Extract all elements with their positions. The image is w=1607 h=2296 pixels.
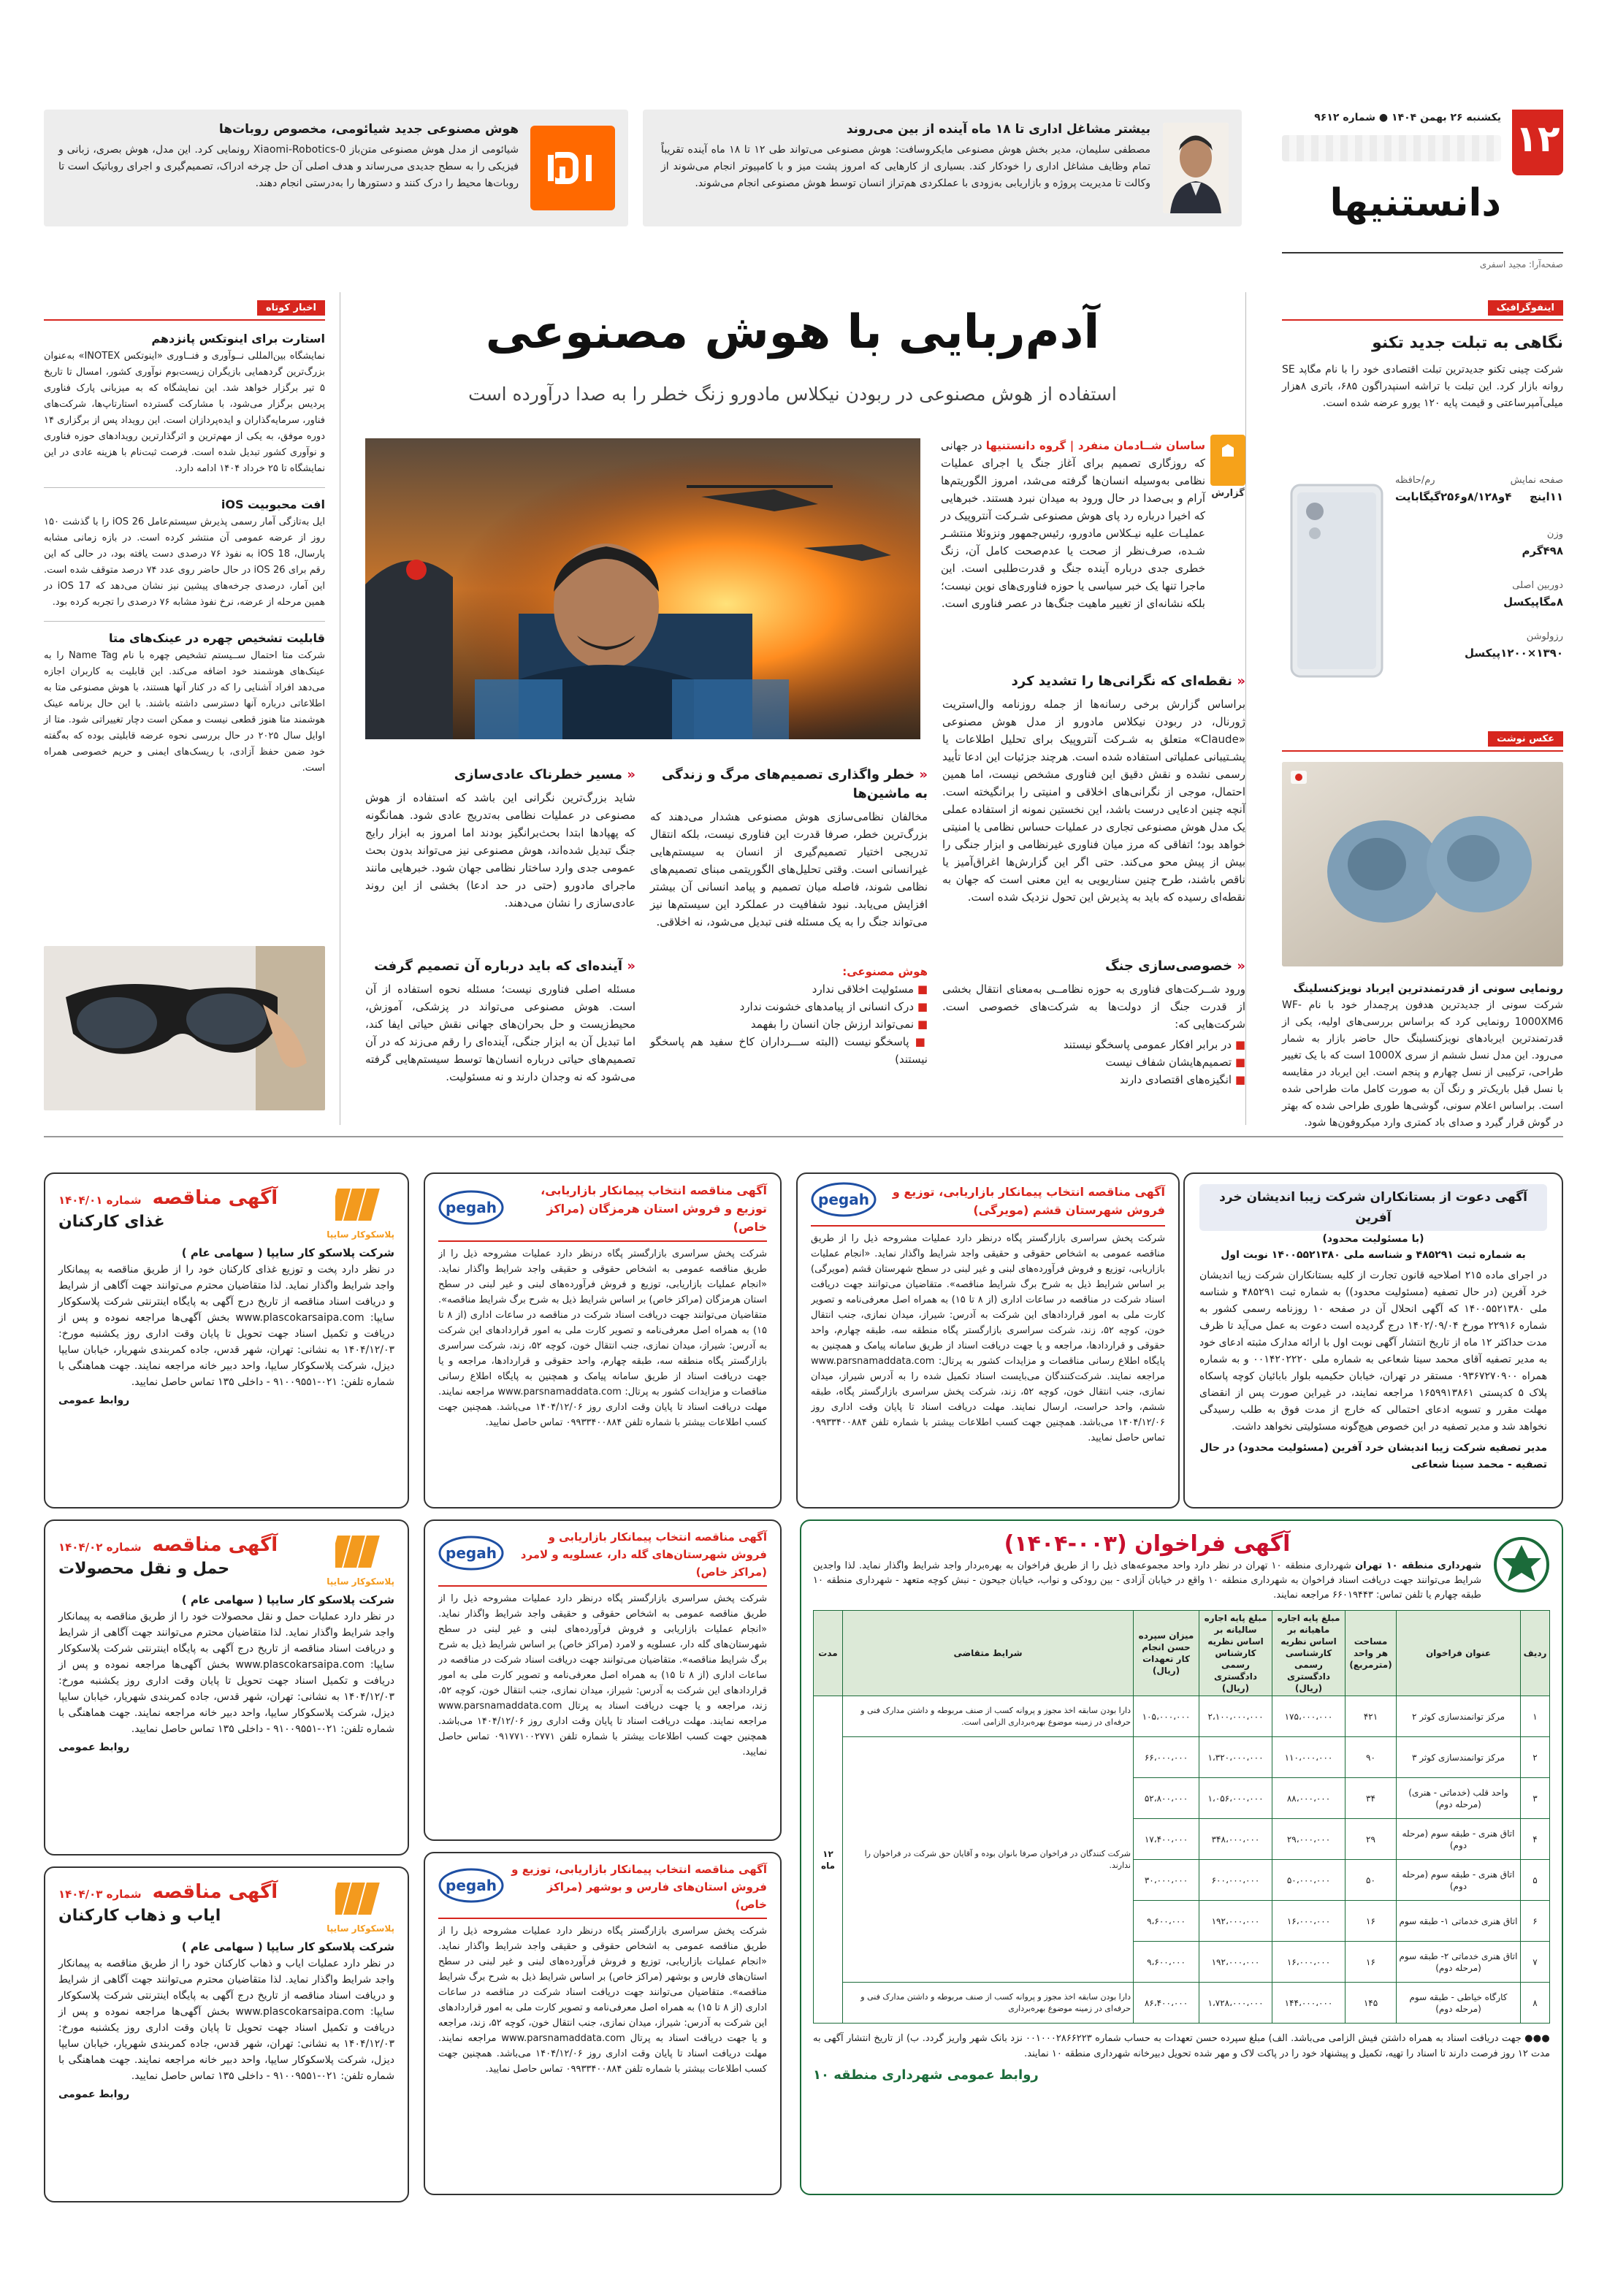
spec-value: ۱۳۹۰×۱۲۰۰پیکسل xyxy=(1465,647,1563,660)
page-editor: صفحه‌آرا: مجید اسفری xyxy=(1479,259,1563,270)
story-lead: در جهانی که روز‌گاری تصمیم برای آغاز جنگ یا اجرای عملیات نظامی به‌وسیله انسان‌ها گرفته می‌شد، امروز الگوریتم‌ها آرام و بی‌صدا در حال ورود به میدان نبرد هستند. خبرهایی که اخیرا درباره رد پای هوش مصنوعی شـرکت آنتروپیک در عملیـات علیه نیـکلاس مادورو، رئیس‌جمهور ونزوئلا منتشـر شـده، صرف‌نظر از صحت یا عدم‌صحت کامل آن، زنگ خطری جدی درباره آینده جنگ و قدرت‌طلبی است. این ماجرا تنها یک خبر سیاسی یا حوزه فناوری‌های نوین نیست؛ بلکه نشانه‌ای از تغییر ماهیت جنگ‌ها در عصر فناوری است. xyxy=(941,439,1205,610)
news-body: شرکت متا احتمال ســیستم تشخیص چهره با نام Name Tag را به عینک‌های هوشمند خود اضافه می‌کند. این قابلیت به کاربران اجازه می‌دهد افراد آشنایی را که در کنار آنها هستند، با هوش مصنوعی متا به اطلاعاتی درباره آنها دسترسی داشته باشند. با این حال برنامه عینک هوشمند متا هنوز قطعی نیست و ممکن است دچار تغییراتی شود. متا از اوایل سال ۲۰۲۵ در حال بررسی نحوه عرضه قابلیتی بوده که به‌گفته خود ضمن حفظ آزادی، با ریسک‌های ایمنی و حریم خصوصی همراه است. xyxy=(44,650,325,774)
tender-footer: روابط عمومی xyxy=(58,1395,130,1406)
invitation-ad xyxy=(1183,1172,1563,1509)
report-kicker-label: گزارش xyxy=(1211,488,1245,499)
municipality-title: آگهی فراخوان (۰۰۳-۱۴۰۴) xyxy=(1004,1531,1291,1557)
section-head: آینده‌ای که باید درباره آن تصمیم گرفت xyxy=(374,958,623,974)
table-row: ۷ اتاق هنری خدماتی ۲- طبقه سوم (مرحله دوم) ۱۶ ۱۶،۰۰۰،۰۰۰ ۱۹۲،۰۰۰،۰۰۰ ۹،۶۰۰،۰۰۰ xyxy=(814,1942,1550,1983)
tender-subject: غذای کارکنان xyxy=(58,1213,165,1231)
invitation-signature: مدیر تصفیه شرکت زیبا اندیشان خرد آفرین (مسئولیت محدود) در حال تصفیه - محمد سینا شعاعی xyxy=(1199,1442,1547,1471)
earbuds-photo xyxy=(1282,762,1563,966)
short-news-tag: اخبار کوتاه xyxy=(257,300,325,316)
spec-value: ۱۱اینچ xyxy=(1529,490,1563,503)
story-byline: ساسان شــادمان منفرد | گروه دانستنیها xyxy=(985,439,1205,452)
section-head: مسیر خطرناک عادی‌سازی xyxy=(454,767,623,782)
photo-news-column xyxy=(1282,731,1563,1132)
plasco-logo xyxy=(327,1530,394,1587)
plasco-logo-text: پلاسکوکار سایپا xyxy=(327,1229,394,1240)
infographic-specs xyxy=(1395,473,1563,662)
col-header: میزان سپرده حسن انجام کار تعهدات (ریال) xyxy=(1134,1611,1199,1696)
municipality-ad xyxy=(800,1519,1563,2195)
pegah-body: شرکت پخش سراسری بازارگستر پگاه درنظر دارد عملیات مشروحه ذیل را از طریق مناقصه عمومی به اشخاص حقوقی و حقیقی واجد شرایط واگذار نماید. «انجام عملیات بازاریابی، توزیع و فروش فرآورده‌های لبنی و غیر لبنی در سطح شهرستان قشم (مویرگی) بر اساس شرایط ذیل به شرح برگ شرایط مناقصه». متقاضیان می‌توانند جهت دریافت اسناد شرکت در مناقصه در ساعات اداری (از ۸ تا ۱۵) به همراه اصل معرفی‌نامه و تصویر کارت ملی به امور قراردادهای این شرکت به آدرس: شیراز، میدان نمازی، جنب انتقال خون، کوچه ۵۲، زند، شرکت سراسری بازارگستر پگاه منطقه سه، طبقه چهارم، واحد حقوقی و قراردادها، مراجعه و یا جهت دریافت اسناد از طریق سامانه پیامک و همچنین به پایگاه اطلاع رسانی مناقصات و مزایدات کشور به پرتال: www.parsnamaddata.com مراجعه نمایند. شرکت‌کنندگان می‌بایست اسناد تکمیل شده را به آدرس شیراز، میدان نمازی، جنب انتقال خون، کوچه ۵۲، زند، شرکت پخش سراسری بازارگستر پگاه، طبقه ششم، واحد حراست، ارسال نمایند. مهلت دریافت اسناد تا پایان وقت اداری روز ۱۴۰۴/۱۲/۰۶ می‌باشد. همچنین جهت کسب اطلاعات بیشتر با شماره تلفن ۰۹۹۳۳۴۰۰۸۸۴ تماس حاصل نمایید. xyxy=(811,1233,1165,1443)
section-title: دانستنیها xyxy=(1329,181,1501,225)
tender-footer: روابط عمومی xyxy=(58,2089,130,2100)
tender-body: در نظر دارد عملیات حمل و نقل محصولات خود را از طریق مناقصه به پیمانکار واجد شرایط واگذار نماید. لذا متقاضیان محترم می‌توانند جهت آگاهی از شرایط و دریافت اسناد مناقصه از تاریخ درج آگهی به پایگاه اینترنتی شرکت پلاسکوکار سایپا: www.plascokarsaipa.com بخش آگهی‌ها مراجعه نموده و پس از دریافت و تکمیل اسناد جهت تحویل تا پایان وقت اداری روز یکشنبه مورخ: ۱۴۰۴/۱۲/۰۳ به نشانی: تهران، شهر قدس، جاده کمربندی شهریار، خیابان سایپا دیزل، شرکت پلاسکوکار سایپا، واحد دبیر خانه مراجعه نمایند. جهت هماهنگی با شماره تلفن: ۰۲۱-۹۱۰۰۹۵۵۱ - داخلی ۱۳۵ تماس حاصل نمایید. xyxy=(58,1611,394,1735)
photo-caption: شرکت سونی از جدیدترین هدفون پرچمدار خود با نام WF-1000XM6 رونمایی کرد که براساس بررسی‌های اولیه، یکی از قدرتمندترین ایربادهای نویزکنسلینگ حال حاضر بازار به شمار می‌رود. این مدل نسل ششم از سری 1000X است که با یک تغییر طراحی، ترکیبی از نسل چهارم و پنجم است. این ایرباد در مقایسه با نسل قبل باریک‌تر و رنگ آن به صورت کامل مات طراحی شده است. براساس اعلام سونی، گوشی‌ها طوری طراحی شده که بهتر در گوش قرار گیرد و صدای باد کمتری وارد میکروفون‌ها شود. xyxy=(1282,999,1564,1129)
tender-number: شماره ۱۴۰۴/۰۲ xyxy=(58,1541,142,1554)
tender-company: شرکت پلاسکو کار سایپا ( سهامی عام ) xyxy=(181,1593,394,1606)
pegah-body: شرکت پخش سراسری بازارگستر پگاه درنظر دارد عملیات مشروحه ذیل را از طریق مناقصه عمومی به اشخاص حقوقی و حقیقی واجد شرایط واگذار نماید. «انجام عملیات بازاریابی، توزیع و فروش فرآورده‌های لبنی و غیر لبنی در سطح استان هرمزگان (مراکز خاص) بر اساس شرایط ذیل به شرح برگ شرایط مناقصه». متقاضیان می‌توانند جهت دریافت اسناد شرکت در مناقصه در ساعات اداری (از ۸ تا ۱۵) به همراه اصل معرفی‌نامه و تصویر کارت ملی به امور قراردادهای این شرکت به آدرس: شیراز، میدان نمازی، جنب انتقال خون، کوچه ۵۲، زند، شرکت سراسری بازارگستر پگاه منطقه سه، طبقه چهارم، واحد حقوقی و قراردادها، مراجعه و یا جهت دریافت اسناد از طریق سامانه پیامک و همچنین به پایگاه اطلاع رسانی مناقصات و مزایدات کشور به پرتال: www.parsnamaddata.com مراجعه نمایند. مهلت دریافت اسناد تا پایان وقت اداری روز ۱۴۰۴/۱۲/۰۶ می‌باشد. همچنین جهت کسب اطلاعات بیشتر با شماره تلفن ۰۹۹۳۳۴۰۰۸۸۴ تماس حاصل نمایید. xyxy=(438,1248,767,1428)
spec-value: ۴و۸/۱۲۸و۲۵۶گیگابایت xyxy=(1395,490,1512,503)
table-row: ۸ کارگاه خیاطی - طبقه سوم (مرحله دوم) ۱۴۵ ۱۴۴،۰۰۰،۰۰۰ ۱،۷۲۸،۰۰۰،۰۰۰ ۸۶،۴۰۰،۰۰۰ دارا بودن سابقه اخذ مجوز و پروانه کسب از صنف مربوطه و داشتن مدارک فنی و حرفه‌ای در زمینه موضوع بهره‌برداری xyxy=(814,1983,1550,2024)
col-header: مساحت هر واحد (مترمربع) xyxy=(1345,1611,1397,1696)
tender-heading: آگهی مناقصه xyxy=(152,1534,278,1556)
teaser-body: مصطفی سلیمان، مدیر بخش هوش مصنوعی مایکروسافت: هوش مصنوعی می‌تواند طی ۱۲ تا ۱۸ ماه آینده تقریباً تمام وظایف مشاغل اداری را خودکار کند. بسیاری از کارهایی که امروز پشت میز و با کامپیوتر انجام می‌شوند از وکالت تا مدیریت پروژه و بازاریابی به‌زودی با عملکردی هم‌تراز انسان توسط هوش مصنوعی انجام می‌شوند. xyxy=(661,144,1151,189)
tender-ad-3 xyxy=(44,1866,409,2202)
news-title: قابلیت تشخیص چهره در عینک‌های متا xyxy=(108,631,325,645)
table-row: ۳ واحد قلب (خدماتی - هنری) (مرحله دوم) ۳۴ ۸۸،۰۰۰،۰۰۰ ۱،۰۵۶،۰۰۰،۰۰۰ ۵۲،۸۰۰،۰۰۰ xyxy=(814,1778,1550,1819)
spec-label: رزولوشن xyxy=(1526,631,1563,642)
arrow-icon: « xyxy=(1237,674,1245,689)
photo-caption-title: رونمایی سونی از قدرتمندترین ایرباد نویزکنسلینگ xyxy=(1293,982,1563,995)
section-body: شاید بزرگ‌ترین نگرانی این باشد که استفاده از هوش مصنوعی در عملیات نظامی به‌تدریج عادی شود. همانگونه که پهپادها ابتدا بحث‌برانگیز بودند اما امروز به ابزار رایج جنگ تبدیل شده‌اند، هوش مصنوعی نیز می‌تواند بدون بحث عمومی جدی وارد ساختار نظامی جهان شود. خبرهایی مانند ماجرای مادورو (حتی در حد ادعا) بخشی از این روند عادی‌سازی را نشان می‌دهند. xyxy=(365,791,635,909)
tender-ad-2 xyxy=(44,1519,409,1856)
smart-glasses-photo xyxy=(44,946,325,1110)
news-title: استارت برای اینوتکس پانزدهم xyxy=(151,332,325,346)
table-header-row xyxy=(814,1611,1550,1696)
municipality-notes: ●●● جهت دریافت اسناد به همراه داشتن فیش الزامی می‌باشد. الف) مبلغ سپرده حسن تعهدات به حساب شماره ۰۰۱۰۰۰۲۸۶۶۲۲۳ نزد بانک شهر واریز گردد. ب) از تاریخ انتشار آگهی به مدت ۱۲ روز فرصت دارند تا اسناد را تهیه، تکمیل و پیشنهاد خود را در پاکت لاک و مهر شده تحویل دبیرخانه شهرداری منطقه ۱۰ نمایند. xyxy=(813,2033,1551,2059)
table-row: ۵ اتاق هنری - طبقه سوم (مرحله دوم) ۵۰ ۵۰،۰۰۰،۰۰۰ ۶۰۰،۰۰۰،۰۰۰ ۳۰،۰۰۰،۰۰۰ xyxy=(814,1860,1550,1901)
table-row: ۱ مرکز توانمندسازی کوثر ۲ ۴۲۱ ۱۷۵،۰۰۰،۰۰۰ ۲،۱۰۰،۰۰۰،۰۰۰ ۱۰۵،۰۰۰،۰۰۰ دارا بودن سابقه اخذ مجوز و پروانه کسب از صنف مربوطه و داشتن مدارک فنی و حرفه‌ای در زمینه موضوع بهره‌برداری الزامی است. ۱۲ ماه xyxy=(814,1696,1550,1737)
tender-subject: حمل و نقل محصولات xyxy=(58,1560,230,1578)
teaser-title: هوش مصنوعی جدید شیائومی، مخصوص روبات‌ها xyxy=(218,122,519,137)
pegah-logo-icon xyxy=(438,1535,504,1574)
table-row: ۴ اتاق هنری - طبقه سوم (مرحله دوم) ۲۹ ۲۹،۰۰۰،۰۰۰ ۳۴۸،۰۰۰،۰۰۰ ۱۷،۴۰۰،۰۰۰ xyxy=(814,1819,1550,1860)
tender-footer: روابط عمومی xyxy=(58,1742,130,1753)
svg-text:pegah: pegah xyxy=(446,1544,497,1562)
plasco-logo xyxy=(327,1183,394,1240)
tender-heading: آگهی مناقصه xyxy=(152,1187,278,1209)
tender-ad-1 xyxy=(44,1172,409,1509)
report-kicker xyxy=(1210,435,1245,486)
arrow-icon: « xyxy=(627,767,635,782)
arrow-icon: « xyxy=(919,767,928,782)
infographic-column xyxy=(1282,300,1563,412)
section-body: براساس گزارش برخی رسانه‌ها از جمله روزنامه وال‌استریت ژورنال، در ربودن نیکلاس مادورو از مدل هوش مصنوعی «Claude» متعلق به شـرکت آنتروپیک برای تحلیل اطلاعات یا پشـتیبانی عملیاتی استفاده شده است. هرچند جزئیات این ادعا تأیید رسمی نشده و نقش دقیق این فناوری مشخص نیست، اما همین احتمال، موجی از نگرانی‌های اخلاقی و امنیتی را برانگیخته است. آنچه چنین ادعایی درست باشد، این نخستین نمونه از استفاده عملی یک مدل هوش مصنوعی تجاری در عملیات حساس نظامی یا امنیتی خواهد بود؛ اتفاقی که مرز میان فناوری غیرنظامی و ابزار جنگی را بیش از پیش محو می‌کند. حتی اگر این گزارش‌ها اغراق‌آمیز یا ناقص باشند، طرح چنین سناریویی به این معنی است که جهان به نقطه‌ای رسیده که باید به پذیرش این تحول نزدیک شده است. xyxy=(942,698,1245,904)
bullet: ■ پاسخگو نیست (البته ســـرداران کاخ سفید هم پاسخگو نیستند) xyxy=(650,1035,928,1066)
masthead-watermark xyxy=(1282,135,1501,161)
tender-number: شماره ۱۴۰۴/۰۳ xyxy=(58,1888,142,1901)
avatar xyxy=(1163,123,1229,213)
xiaomi-logo-icon xyxy=(530,126,615,210)
ai-box-label: هوش مصنوعی: xyxy=(842,965,928,978)
news-title: افت محبوبیت iOS xyxy=(221,497,325,511)
tender-company: شرکت پلاسکو کار سایپا ( سهامی عام ) xyxy=(181,1940,394,1953)
arrow-icon: « xyxy=(1237,958,1245,974)
ai-box xyxy=(650,963,928,1068)
pegah-title: آگهی مناقصه انتخاب پیمانکار بازاریابی، توزیع و فروش استان هرمزگان (مراکز خاص) xyxy=(541,1183,767,1234)
pegah-body: شرکت پخش سراسری بازارگستر پگاه درنظر دارد عملیات مشروحه ذیل را از طریق مناقصه عمومی به اشخاص حقوقی و حقیقی واجد شرایط واگذار نماید. «انجام عملیات بازاریابی، توزیع و فروش فرآورده‌های لبنی و غیر لبنی در سطح استان‌های فارس و بوشهر (مراکز خاص) بر اساس شرایط ذیل به شرح برگ شرایط مناقصه». متقاضیان می‌توانند جهت دریافت اسناد شرکت در مناقصه در ساعات اداری (از ۸ تا ۱۵) به همراه اصل معرفی‌نامه و تصویر کارت ملی به امور قراردادهای این شرکت به آدرس: شیراز، میدان نمازی، جنب انتقال خون، کوچه ۵۲، زند، مراجعه و یا جهت دریافت اسناد به پرتال www.parsnamaddata.com مراجعه نمایند. مهلت دریافت اسناد تا پایان وقت اداری روز ۱۴۰۴/۱۲/۰۶ می‌باشد. همچنین جهت کسب اطلاعات بیشتر با شماره تلفن ۰۹۹۳۳۴۰۰۸۸۴ تماس حاصل نمایید. xyxy=(438,1926,767,2075)
pegah-body: شرکت پخش سراسری بازارگستر پگاه درنظر دارد عملیات مشروحه ذیل را از طریق مناقصه عمومی به اشخاص حقوقی و حقیقی واجد شرایط واگذار نماید. «انجام عملیات بازاریابی و فروش فرآورده‌های لبنی و غیر لبنی در سطح شهرستان‌های گله دار، عسلویه و لامرد (مراکز خاص) بر اساس شرایط ذیل به شرح برگ شرایط مناقصه». متقاضیان می‌توانند جهت دریافت اسناد شرکت در مناقصه در ساعات اداری (از ۸ تا ۱۵) به همراه اصل معرفی‌نامه و تصویر کارت ملی به امور قراردادهای این شرکت به آدرس: شیراز، میدان نمازی، جنب انتقال خون، کوچه ۵۲، زند، مراجعه و یا جهت دریافت اسناد به پرتال www.parsnamaddata.com مراجعه نمایند. مهلت دریافت اسناد تا پایان وقت اداری روز ۱۴۰۴/۱۲/۰۶ می‌باشد. همچنین جهت کسب اطلاعات بیشتر با شماره تلفن ۰۹۱۷۷۱۰۰۲۷۷۱ تماس حاصل نمایید. xyxy=(438,1593,767,1758)
municipality-table xyxy=(813,1610,1550,2024)
table-row: ۶ اتاق هنری خدماتی ۱- طبقه سوم ۱۶ ۱۶،۰۰۰،۰۰۰ ۱۹۲،۰۰۰،۰۰۰ ۹،۶۰۰،۰۰۰ xyxy=(814,1901,1550,1942)
plasco-logo-text: پلاسکوکار سایپا xyxy=(327,1923,394,1934)
spec-label: رم/حافظه xyxy=(1395,475,1435,486)
pegah-logo-icon xyxy=(438,1867,504,1907)
spec-value: ۴۹۸گرم xyxy=(1522,544,1563,557)
infographic-title: نگاهی به تبلت جدید تکنو xyxy=(1372,334,1563,352)
section-head: نقطه‌ای که نگرانی‌ها را تشدید کرد xyxy=(1011,674,1233,689)
pegah-title: آگهی مناقصه انتخاب پیمانکار بازاریابی، توزیع و فروش شهرستان قشم (مویرگی) xyxy=(892,1185,1165,1217)
infographic-tag: اینفوگرافیک xyxy=(1488,300,1563,316)
spec-label: دوربین اصلی xyxy=(1512,580,1563,591)
col-header: مبلغ پایه اجاره سالیانه بر اساس نظریه کارشناس رسمی دادگستری (ریال) xyxy=(1199,1611,1272,1696)
tablet-image xyxy=(1286,482,1388,679)
section-body: مخالفان نظامی‌سازی هوش مصنوعی هشدار می‌دهند که بزرگ‌ترین خطر، صرفا قدرت این فناوری نیست، بلکه انتقال تدریجی اختیار تصمیم‌گیری از انسان به سیستم‌هایی غیرانسانی است. وقتی تحلیل‌های الگوریتمی مبنای تصمیم‌های نظامی شوند، فاصله میان تصمیم و پیامد انسانی آن بیشتر افزایش می‌یابد. نبود شفافیت در عملکرد این سیستم‌ها نیز می‌تواند جنگ را به یک مسئله فنی تبدیل می‌شود، نه اخلاقی. xyxy=(650,810,928,928)
infographic-intro: شرکت چینی تکنو جدیدترین تبلت اقتصادی خود را با نام مگاپد SE روانه بازار کرد. این تبلت با تراشه اسنپدراگون ۶۸۵، باتری ۸هزار میلی‌آمپرساعتی و قیمت پایه ۱۲۰ یورو عرضه شده است. xyxy=(1282,364,1563,409)
pegah-title: آگهی مناقصه انتخاب پیمانکار بازاریابی، توزیع و فروش استان‌های فارس و بوشهر (مراکز خاص) xyxy=(511,1863,767,1911)
photo-news-tag: عکس نوشت xyxy=(1488,731,1563,747)
main-photo xyxy=(365,438,920,739)
invitation-reg: به شماره ثبت ۴۸۵۲۹۱ و شناسه ملی ۱۴۰۰۵۵۲۱۳۸۰ نوبت اول xyxy=(1221,1249,1526,1261)
col-header: شرایط متقاضی xyxy=(843,1611,1134,1696)
bullet: ■ درک انسانی از پیامدهای خشونت ندارد xyxy=(739,1000,928,1013)
invitation-subtitle: (با مسئولیت محدود) xyxy=(1322,1233,1424,1245)
page-number-block xyxy=(1512,110,1563,175)
arrow-icon: « xyxy=(627,958,635,974)
date-line: یکشنبه ۲۶ بهمن ۱۴۰۴ ● شماره ۹۶۱۲ xyxy=(1314,112,1501,123)
pegah-title: آگهی مناقصه انتخاب پیمانکار بازاریابی و فروش شهرستان‌های گله دار، عسلویه و لامرد (مراکز خاص) xyxy=(520,1530,767,1579)
section-head: خصوصی‌سازی جنگ xyxy=(1105,958,1233,974)
news-body: نمایشگاه بین‌المللی نــوآوری و فنــاوری «اینوتکس INOTEX» به‌عنوان بزرگ‌ترین گردهمایی بازیگران زیست‌بوم نوآوری کشور، امسال تا تاریخ ۵ تیر برگزار خواهد شد. این نمایشگاه که به میزبانی پارک فناوری پردیس برگزار می‌شود، با مشارکت گسترده استارتاپ‌ها، شرکت‌های فناور، سرمایه‌گذاران و ایده‌پردازان است. این رویداد پس از برگزاری ۱۴ دوره موفق، به یکی از مهم‌ترین و اثرگذارترین رویدادهای حوزه فناوری و نوآوری کشور تبدیل شده است. فرصت ثبت‌نام با هزینه عادی در این نمایشگاه تا ۲۵ خرداد ۱۴۰۴ ادامه دارد. xyxy=(44,351,325,474)
section-3 xyxy=(365,766,635,912)
section-6 xyxy=(365,957,635,1086)
col-header: مدت xyxy=(814,1611,843,1696)
col-header: مبلغ پایه اجاره ماهیانه بر اساس نظریه کارشناسی رسمی دادگستری (ریال) xyxy=(1272,1611,1345,1696)
pegah-logo-icon xyxy=(811,1181,877,1221)
story-subtitle: استفاده از هوش مصنوعی در ربودن نیکلاس مادورو زنگ خطر را به صدا درآورده است xyxy=(468,384,1117,405)
teaser-box-microsoft xyxy=(643,110,1242,226)
pegah-ad-fars xyxy=(424,1852,782,2195)
section-4 xyxy=(942,957,1245,1088)
pegah-ad-hormozgan xyxy=(424,1172,782,1509)
story-lead-block xyxy=(941,437,1205,612)
spec-label: وزن xyxy=(1546,529,1563,540)
plasco-logo xyxy=(327,1877,394,1934)
section-body: مسئله اصلی فناوری نیست؛ مسئله نحوه استفاده از آن است. هوش مصنوعی می‌تواند در پزشکی، آموزش، محیط‌زیست و حل بحران‌های جهانی نقش حیاتی ایفا کند، اما تبدیل آن به ابزار جنگی، آینده‌ای را رقم می‌زند که در آن تصمیم‌های حیاتی درباره انسان‌ها توسط سیستم‌هایی گرفته می‌شود که نه وجدان دارند و نه مسئولیت. xyxy=(365,983,635,1083)
teaser-title: بیشتر مشاغل اداری تا ۱۸ ماه آینده از بین می‌روند xyxy=(846,122,1150,137)
tender-heading: آگهی مناقصه xyxy=(152,1881,278,1903)
section-1 xyxy=(942,672,1245,906)
svg-text:pegah: pegah xyxy=(446,1877,497,1894)
tender-subject: ایاب و ذهاب کارکنان xyxy=(58,1907,221,1925)
svg-text:pegah: pegah xyxy=(446,1198,497,1216)
plasco-logo-text: پلاسکوکار سایپا xyxy=(327,1576,394,1587)
section-head: خطر واگذاری تصمیم‌های مرگ و زندگی به ماشین‌ها xyxy=(661,767,928,801)
news-body: ایل به‌تازگی آمار رسمی پذیرش سیستم‌عامل iOS 26 را با گذشت ۱۵۰ روز از عرضه عمومی آن منتشر کرده است. در بازه زمانی مشابه پارسال، iOS 18 به نفوذ ۷۶ درصدی دست یافته بود، در حالی که این رقم برای iOS 26 در حال حاضر روی عدد ۷۴ درصد متوقف شده است. این آمار، درصدی جرخه‌های پیشین نیز نشان می‌دهد که iOS 17 در همین مرحله از عرضه، نرخ نفوذ مشابه ۷۶ درصدی را تجربه کرده بود. xyxy=(44,516,326,608)
section-body: ورود شــرکت‌های فناوری به حوزه نظامــی به‌معنای انتقال بخشی از قدرت جنگ از دولت‌ها به شرکت‌های خصوصی است. شرکت‌هایی که: xyxy=(942,983,1245,1031)
bullet: ■ نمی‌تواند ارزش جان انسان را بفهمد xyxy=(750,1018,928,1031)
pegah-ad-qeshm xyxy=(796,1172,1180,1509)
spec-value: ۸مگاپیکسل xyxy=(1503,595,1563,609)
svg-text:pegah: pegah xyxy=(818,1191,869,1208)
municipality-org: شهرداری منطقه ۱۰ تهران xyxy=(1355,1560,1481,1571)
table-row: ۲ مرکز توانمندسازی کوثر ۳ ۹۰ ۱۱۰،۰۰۰،۰۰۰ ۱،۳۲۰،۰۰۰،۰۰۰ ۶۶،۰۰۰،۰۰۰ شرکت کنندگان در فراخوان صرفا بانوان بوده و آقایان حق شرکت در فراخوان را ندارند. xyxy=(814,1737,1550,1778)
tender-body: در نظر دارد عملیات ایاب و ذهاب کارکنان خود را از طریق مناقصه به پیمانکار واجد شرایط واگذار نماید. لذا متقاضیان محترم می‌توانند جهت آگاهی از شرایط و دریافت اسناد مناقصه از تاریخ درج آگهی به پایگاه اینترنتی شرکت پلاسکوکار سایپا: www.plascokarsaipa.com بخش آگهی‌ها مراجعه نموده و پس از دریافت و تکمیل اسناد جهت تحویل تا پایان وقت اداری روز یکشنبه مورخ: ۱۴۰۴/۱۲/۰۳ به نشانی: تهران، شهر قدس، جاده کمربندی شهریار، خیابان سایپا دیزل، شرکت پلاسکوکار سایپا، واحد دبیر خانه مراجعه نمایند. جهت هماهنگی با شماره تلفن: ۰۲۱-۹۱۰۰۹۵۵۱ - داخلی ۱۳۵ تماس حاصل نمایید. xyxy=(58,1958,394,2082)
teaser-box-xiaomi xyxy=(44,110,628,226)
tender-company: شرکت پلاسکو کار سایپا ( سهامی عام ) xyxy=(181,1246,394,1259)
tender-number: شماره ۱۴۰۴/۰۱ xyxy=(58,1194,142,1207)
short-news-column xyxy=(44,300,325,777)
bullet: ■ در برابر افکار عمومی پاسخگو نیستند xyxy=(1063,1038,1245,1051)
story-title: آدم‌ربایی با هوش مصنوعی xyxy=(485,305,1100,359)
bullet: ■ انگیزه‌های اقتصادی دارند xyxy=(1119,1073,1245,1086)
municipality-footer: روابط عمومی شهرداری منطقه ۱۰ xyxy=(813,2067,1039,2083)
col-header: ردیف xyxy=(1521,1611,1550,1696)
tender-body: در نظر دارد پخت و توزیع غذای کارکنان خود را از طریق مناقصه به پیمانکار واجد شرایط واگذار نماید. لذا متقاضیان محترم می‌توانند جهت آگاهی از شرایط و دریافت اسناد مناقصه از تاریخ درج آگهی به پایگاه اینترنتی شرکت پلاسکوکار سایپا: www.plascokarsaipa.com بخش آگهی‌ها مراجعه نموده و پس از دریافت و تکمیل اسناد جهت تحویل تا پایان وقت اداری روز یکشنبه مورخ: ۱۴۰۴/۱۲/۰۳ به نشانی: تهران، شهر قدس، جاده کمربندی شهریار، خیابان سایپا دیزل، شرکت پلاسکوکار سایپا، واحد دبیر خانه مراجعه نمایند. جهت هماهنگی با شماره تلفن: ۰۲۱-۹۱۰۰۹۵۵۱ - داخلی ۱۳۵ تماس حاصل نمایید. xyxy=(58,1264,394,1388)
pegah-ad-lamerd xyxy=(424,1519,782,1841)
municipality-intro: شهرداری منطقه ۱۰ تهران در نظر دارد واحد مجموعه‌های ذیل را از طریق فراخوان به بهره‌بردار واجد شرایط واگذار نماید. لذا واجدین شرایط می‌توانند جهت دریافت اسناد فراخوان به شهرداری منطقه ۱۰ واقع در خیابان آزادی - بین رودکی و نواب، خیابان جیحون - نبش کوچه متعهد - شهرداری منطقه ۱۰ طبقه چهارم یا تلفن تماس: ۶۶۰۱۹۴۴۳ مراجعه نمایند. xyxy=(813,1560,1481,1601)
tehran-municipality-logo-icon xyxy=(1493,1536,1550,1596)
teaser-body: شیائومی از مدل هوش مصنوعی متن‌باز Xiaomi-Robotics-0 رونمایی کرد. این مدل، هوش بصری، زبانی و فیزیکی را به سطح جدیدی می‌رساند و هدف اصلی آن حل چرخه ادراک، تصمیم‌گیری و اجرای روباتیک است تا روبات‌ها محیط را درک کنند و دستورها را به‌درستی انجام دهند. xyxy=(58,144,519,189)
bullet: ■ مسئولیت اخلاقی ندارد xyxy=(812,983,928,996)
page-number: ۱۲ xyxy=(1515,118,1560,160)
bullet: ■ تصمیم‌هایشان شفاف نیست xyxy=(1105,1056,1245,1069)
spec-label: صفحه نمایش xyxy=(1510,475,1563,486)
invitation-title: آگهی دعوت از بستانکاران شرکت زیبا اندیشان خرد آفرین xyxy=(1199,1184,1547,1231)
pegah-logo-icon xyxy=(438,1189,504,1229)
col-header: عنوان فراخوان xyxy=(1397,1611,1521,1696)
section-2 xyxy=(650,766,928,931)
invitation-body: در اجرای ماده ۲۱۵ اصلاحیه قانون تجارت از کلیه بستانکاران شرکت زیبا اندیشان خرد آفرین (در حال تصفیه (مسئولیت محدود)) به شماره ثبت ۴۸۵۲۹۱ و شناسه ملی ۱۴۰۰۵۵۲۱۳۸۰ که آگهی انحلال آن در صفحه ۱۰ روزنامه رسمی کشور به شماره ۲۲۹۱۶ مورخ ۱۴۰۲/۰۹/۰۴ درج گردیده است دعوت به عمل می‌آید تا ظرف مدت حداکثر ۱۲ ماه از تاریخ انتشار آگهی نوبت اول با ارائه مدارک مثبته ادعای خود به مدیر تصفیه آقای محمد سینا شعاعی به شماره ملی ۰۰۱۴۲۰۲۲۲۰ و به شماره همراه ۰۹۳۶۷۲۷۰۹۰۰ مستقر در تهران، خیابان حکیمیه بلوار بابائیان کوچه پاسکاه پلاک ۵ کدپستی ۱۶۵۹۹۱۳۸۶۱ مراجعه نمایند، در غیراین صورت پس از انقضای مهلت مقرر و تسویه ادعای احتمالی که خارج از مدت فوق به طلب رسیدگی نخواهد شد و مدیر تصفیه در این خصوص هیچ‌گونه مسئولیتی نخواهد داشت. xyxy=(1199,1270,1548,1433)
